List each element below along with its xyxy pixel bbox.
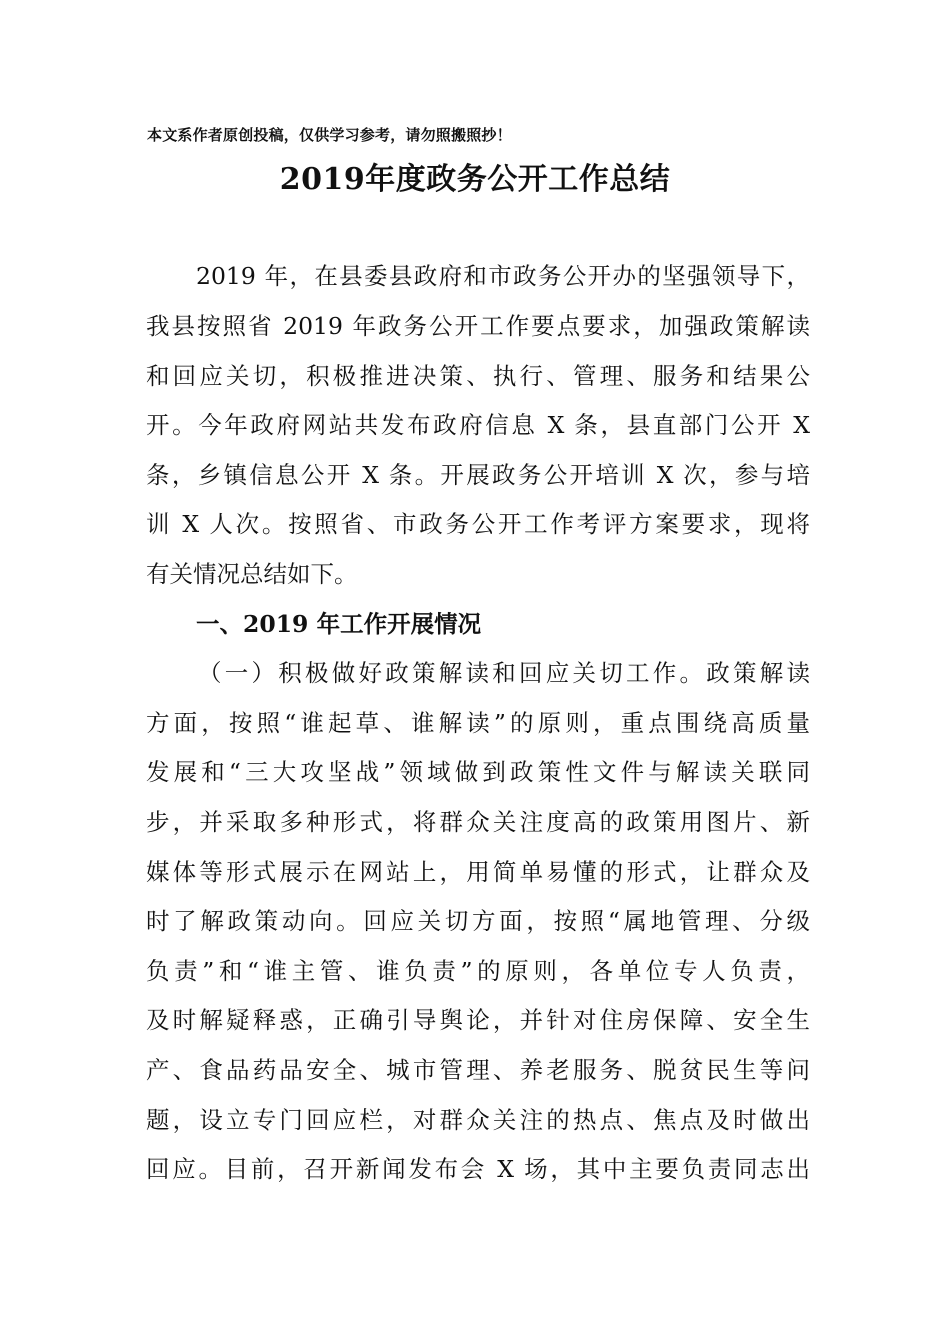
paragraph-line: 和回应关切，积极推进决策、执行、管理、服务和结果公 — [146, 362, 810, 390]
paragraph-line: 开。今年政府网站共发布政府信息 X 条，县直部门公开 X — [146, 411, 810, 439]
paragraph-line: 方面，按照“谁起草、谁解读”的原则，重点围绕高质量 — [146, 709, 810, 737]
paragraph-line: 产、食品药品安全、城市管理、养老服务、脱贫民生等问 — [146, 1056, 810, 1084]
paragraph-line: 条，乡镇信息公开 X 条。开展政务公开培训 X 次，参与培 — [146, 461, 810, 489]
paragraph-line: 回应。目前，召开新闻发布会 X 场，其中主要负责同志出 — [146, 1155, 810, 1183]
paragraph-line: 媒体等形式展示在网站上，用简单易懂的形式，让群众及 — [146, 858, 810, 886]
paragraph-line: （一）积极做好政策解读和回应关切工作。政策解读 — [198, 659, 810, 687]
paragraph-line: 发展和“三大攻坚战”领域做到政策性文件与解读关联同 — [146, 758, 810, 786]
copyright-notice: 本文系作者原创投稿，仅供学习参考，请勿照搬照抄！ — [147, 126, 512, 144]
paragraph-line: 2019 年，在县委县政府和市政务公开办的坚强领导下， — [196, 262, 810, 290]
document-title: 2019年度政务公开工作总结 — [279, 162, 671, 197]
section-heading: 一、2019 年工作开展情况 — [196, 610, 482, 638]
paragraph-line: 及时解疑释惑，正确引导舆论，并针对住房保障、安全生 — [146, 1006, 810, 1034]
paragraph-line: 训 X 人次。按照省、市政务公开工作考评方案要求，现将 — [146, 510, 810, 538]
paragraph-line: 负责”和“谁主管、谁负责”的原则，各单位专人负责， — [146, 957, 810, 985]
paragraph-line: 我县按照省 2019 年政务公开工作要点要求，加强政策解读 — [146, 312, 810, 340]
paragraph-line: 时了解政策动向。回应关切方面，按照“属地管理、分级 — [146, 907, 810, 935]
paragraph-line: 有关情况总结如下。 — [146, 560, 358, 588]
paragraph-line: 步，并采取多种形式，将群众关注度高的政策用图片、新 — [146, 808, 810, 836]
paragraph-line: 题，设立专门回应栏，对群众关注的热点、焦点及时做出 — [146, 1106, 810, 1134]
